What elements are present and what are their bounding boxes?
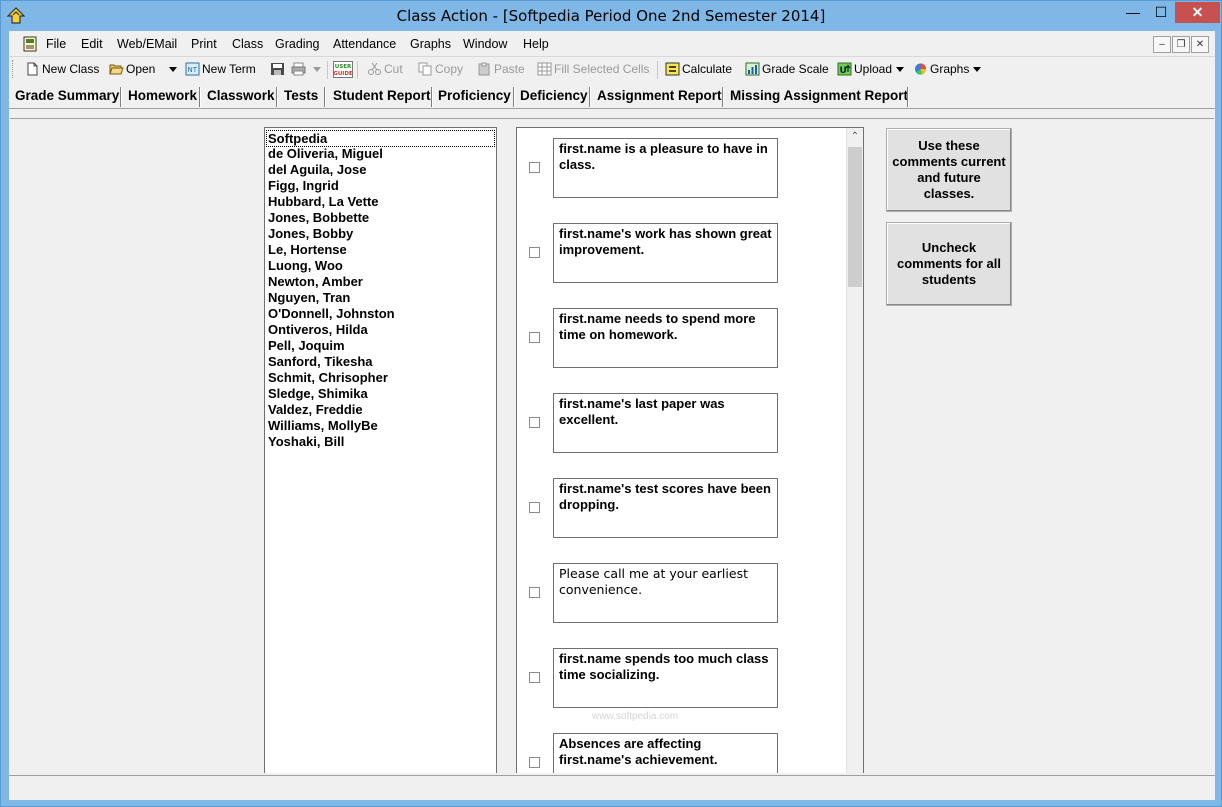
comment-text[interactable]: first.name needs to spend more time on homework. xyxy=(553,308,778,368)
student-list-item[interactable]: de Oliveria, Miguel xyxy=(268,146,383,161)
student-list-item[interactable]: Jones, Bobbette xyxy=(268,210,370,225)
tab-separator xyxy=(722,87,724,107)
uncheck-comments-label: Uncheck comments for all students xyxy=(896,240,1002,287)
comment-row xyxy=(517,223,847,285)
open-button[interactable] xyxy=(109,61,155,79)
svg-text:NT: NT xyxy=(187,66,198,74)
student-list-item[interactable]: Williams, MollyBe xyxy=(268,418,378,433)
student-list-item[interactable]: Softpedia xyxy=(266,130,495,147)
student-list-item[interactable]: Nguyen, Tran xyxy=(268,290,351,305)
tab-proficiency[interactable]: Proficiency xyxy=(438,88,511,103)
open-folder-icon xyxy=(109,62,124,76)
menu-attendance[interactable]: Attendance xyxy=(333,37,397,51)
tab-grade-summary[interactable]: Grade Summary xyxy=(15,88,120,103)
mdi-minimize-button[interactable]: – xyxy=(1153,36,1171,53)
tab-strip xyxy=(9,83,1215,109)
new-term-icon xyxy=(185,62,200,76)
comment-checkbox[interactable] xyxy=(529,587,540,598)
comment-checkbox[interactable] xyxy=(529,332,540,343)
tab-separator xyxy=(589,87,591,107)
graphs-button[interactable] xyxy=(913,61,981,79)
tab-student-report[interactable]: Student Report xyxy=(333,88,431,103)
comment-text[interactable]: first.name spends too much class time socializing. xyxy=(553,648,778,708)
user-guide-badge-line-1: USER xyxy=(334,64,352,70)
comment-text[interactable]: first.name's work has shown great improvement. xyxy=(553,223,778,283)
student-list-item[interactable]: Luong, Woo xyxy=(268,258,343,273)
student-list-item[interactable]: Sanford, Tikesha xyxy=(268,354,373,369)
mdi-restore-button[interactable]: ❐ xyxy=(1172,36,1190,53)
comment-row xyxy=(517,563,847,625)
menu-print[interactable]: Print xyxy=(191,37,217,51)
copy-button[interactable] xyxy=(418,61,463,79)
mdi-close-button[interactable]: ✕ xyxy=(1191,36,1209,53)
chevron-down-icon xyxy=(896,67,904,72)
menu-class[interactable]: Class xyxy=(232,37,264,51)
tab-assignment-report[interactable]: Assignment Report xyxy=(597,88,722,103)
window-minimize-button[interactable]: — xyxy=(1126,4,1140,20)
upload-icon xyxy=(837,62,852,76)
scrollbar-thumb[interactable] xyxy=(848,147,862,287)
comment-scrollbar[interactable] xyxy=(846,128,863,773)
comment-text[interactable]: first.name's test scores have been dropping. xyxy=(553,478,778,538)
user-guide-button[interactable] xyxy=(333,61,353,79)
student-list-item[interactable]: Schmit, Chrisopher xyxy=(268,370,388,385)
comment-text[interactable]: Absences are affecting first.name's achievement. xyxy=(553,733,778,773)
tab-tests[interactable]: Tests xyxy=(284,88,319,103)
use-comments-button[interactable] xyxy=(886,128,1012,212)
graphs-label: Graphs xyxy=(930,62,970,76)
comment-checkbox[interactable] xyxy=(529,757,540,768)
tab-separator xyxy=(120,87,122,107)
comment-row xyxy=(517,648,847,710)
user-guide-badge-line-2: GUIDE xyxy=(333,71,353,77)
menu-graphs[interactable]: Graphs xyxy=(410,37,451,51)
new-term-button[interactable] xyxy=(185,61,256,79)
svg-text:U: U xyxy=(839,66,847,76)
chevron-down-icon xyxy=(169,67,177,72)
student-list-item[interactable]: Hubbard, La Vette xyxy=(268,194,379,209)
comment-row xyxy=(517,733,847,773)
menu-help[interactable]: Help xyxy=(523,37,549,51)
student-list-item[interactable]: Ontiveros, Hilda xyxy=(268,322,368,337)
clipboard-icon xyxy=(477,62,492,76)
tab-missing-assignment-report[interactable]: Missing Assignment Report xyxy=(730,88,909,103)
comment-row xyxy=(517,478,847,540)
student-list-item[interactable]: O'Donnell, Johnston xyxy=(268,306,395,321)
student-list-item[interactable]: Newton, Amber xyxy=(268,274,363,289)
open-label: Open xyxy=(126,62,156,76)
chevron-down-icon xyxy=(313,67,321,72)
watermark: www.softpedia.com xyxy=(592,711,679,722)
student-list-item[interactable]: Le, Hortense xyxy=(268,242,347,257)
client-area xyxy=(9,31,1215,800)
open-dropdown-button[interactable] xyxy=(165,61,177,79)
toolbar-grip[interactable] xyxy=(12,60,15,78)
copy-label: Copy xyxy=(435,62,464,76)
tab-separator xyxy=(513,87,515,107)
chevron-down-icon xyxy=(973,67,981,72)
cut-button[interactable] xyxy=(367,61,403,79)
user-guide-icon xyxy=(333,61,353,78)
document-icon[interactable] xyxy=(23,36,37,52)
menu-web-email[interactable]: Web/EMail xyxy=(117,37,178,51)
paste-button[interactable] xyxy=(477,61,525,79)
toolbar xyxy=(9,56,1215,80)
print-dropdown-button[interactable] xyxy=(309,61,321,79)
comment-row xyxy=(517,308,847,370)
save-button[interactable] xyxy=(270,61,287,79)
mdi-controls xyxy=(1153,36,1210,54)
cut-label: Cut xyxy=(384,62,403,76)
new-class-label: New Class xyxy=(42,62,100,76)
student-list[interactable] xyxy=(264,127,497,773)
student-list-item[interactable]: Valdez, Freddie xyxy=(268,402,363,417)
floppy-disk-icon xyxy=(270,62,285,76)
tab-deficiency[interactable]: Deficiency xyxy=(520,88,588,103)
comment-row xyxy=(517,393,847,455)
comment-row xyxy=(517,138,847,200)
tab-separator xyxy=(907,87,909,107)
menu-grading[interactable]: Grading xyxy=(275,37,320,51)
new-class-button[interactable] xyxy=(25,61,99,79)
toolbar-separator xyxy=(357,61,358,79)
comment-checkbox[interactable] xyxy=(529,672,540,683)
scroll-up-icon[interactable]: ⌃ xyxy=(850,131,860,142)
title-bar[interactable] xyxy=(1,1,1221,31)
calculate-label: Calculate xyxy=(682,62,733,76)
comment-text[interactable]: Please call me at your earliest convenience. xyxy=(553,563,778,623)
student-list-item[interactable]: Yoshaki, Bill xyxy=(268,434,345,449)
menu-file[interactable]: File xyxy=(46,37,67,51)
paste-label: Paste xyxy=(494,62,525,76)
tab-separator xyxy=(324,87,326,107)
toolbar-separator xyxy=(327,61,328,79)
tab-separator xyxy=(276,87,278,107)
comment-checkbox[interactable] xyxy=(529,162,540,173)
status-bar xyxy=(9,775,1215,800)
print-button[interactable] xyxy=(291,61,308,79)
tab-separator xyxy=(431,87,433,107)
pie-chart-icon xyxy=(913,62,928,76)
grid-icon xyxy=(537,62,552,76)
grade-scale-icon xyxy=(745,62,760,76)
calculate-button[interactable] xyxy=(665,61,732,79)
grade-scale-label: Grade Scale xyxy=(762,62,829,76)
fill-selected-cells-label: Fill Selected Cells xyxy=(554,62,650,76)
toolbar-separator xyxy=(657,61,658,79)
use-comments-label: Use these comments current and future classes. xyxy=(892,138,1006,201)
menu-bar xyxy=(9,33,1215,55)
scissors-icon xyxy=(367,62,382,76)
calculator-icon xyxy=(665,62,680,76)
grade-scale-button[interactable] xyxy=(745,61,829,79)
upload-label: Upload xyxy=(854,62,893,76)
fill-selected-cells-button[interactable] xyxy=(537,61,649,79)
comment-checkbox[interactable] xyxy=(529,502,540,513)
tab-separator xyxy=(199,87,201,107)
copy-icon xyxy=(418,62,433,76)
menu-edit[interactable]: Edit xyxy=(81,37,103,51)
comments-panel xyxy=(10,118,1214,772)
window-maximize-button[interactable]: ☐ xyxy=(1154,4,1168,20)
new-document-icon xyxy=(25,62,40,76)
tab-classwork[interactable]: Classwork xyxy=(207,88,275,103)
student-list-item[interactable]: del Aguila, Jose xyxy=(268,162,367,177)
tab-homework[interactable]: Homework xyxy=(128,88,198,103)
comment-checkbox[interactable] xyxy=(529,247,540,258)
student-list-item[interactable]: Sledge, Shimika xyxy=(268,386,368,401)
window-title: Class Action - [Softpedia Period One 2nd Semester 2014] xyxy=(396,7,826,25)
menu-window[interactable]: Window xyxy=(463,37,508,51)
student-list-item[interactable]: Pell, Joquim xyxy=(268,338,345,353)
student-list-item[interactable]: Jones, Bobby xyxy=(268,226,354,241)
student-list-item[interactable]: Figg, Ingrid xyxy=(268,178,339,193)
uncheck-comments-button[interactable] xyxy=(886,222,1012,306)
comment-checkbox[interactable] xyxy=(529,417,540,428)
comment-text[interactable]: first.name is a pleasure to have in class. xyxy=(553,138,778,198)
window-close-button[interactable]: ✕ xyxy=(1175,2,1220,23)
comment-list[interactable] xyxy=(516,127,864,773)
comment-text[interactable]: first.name's last paper was excellent. xyxy=(553,393,778,453)
printer-icon xyxy=(291,62,306,76)
new-term-label: New Term xyxy=(202,62,256,76)
upload-button[interactable] xyxy=(837,61,904,79)
